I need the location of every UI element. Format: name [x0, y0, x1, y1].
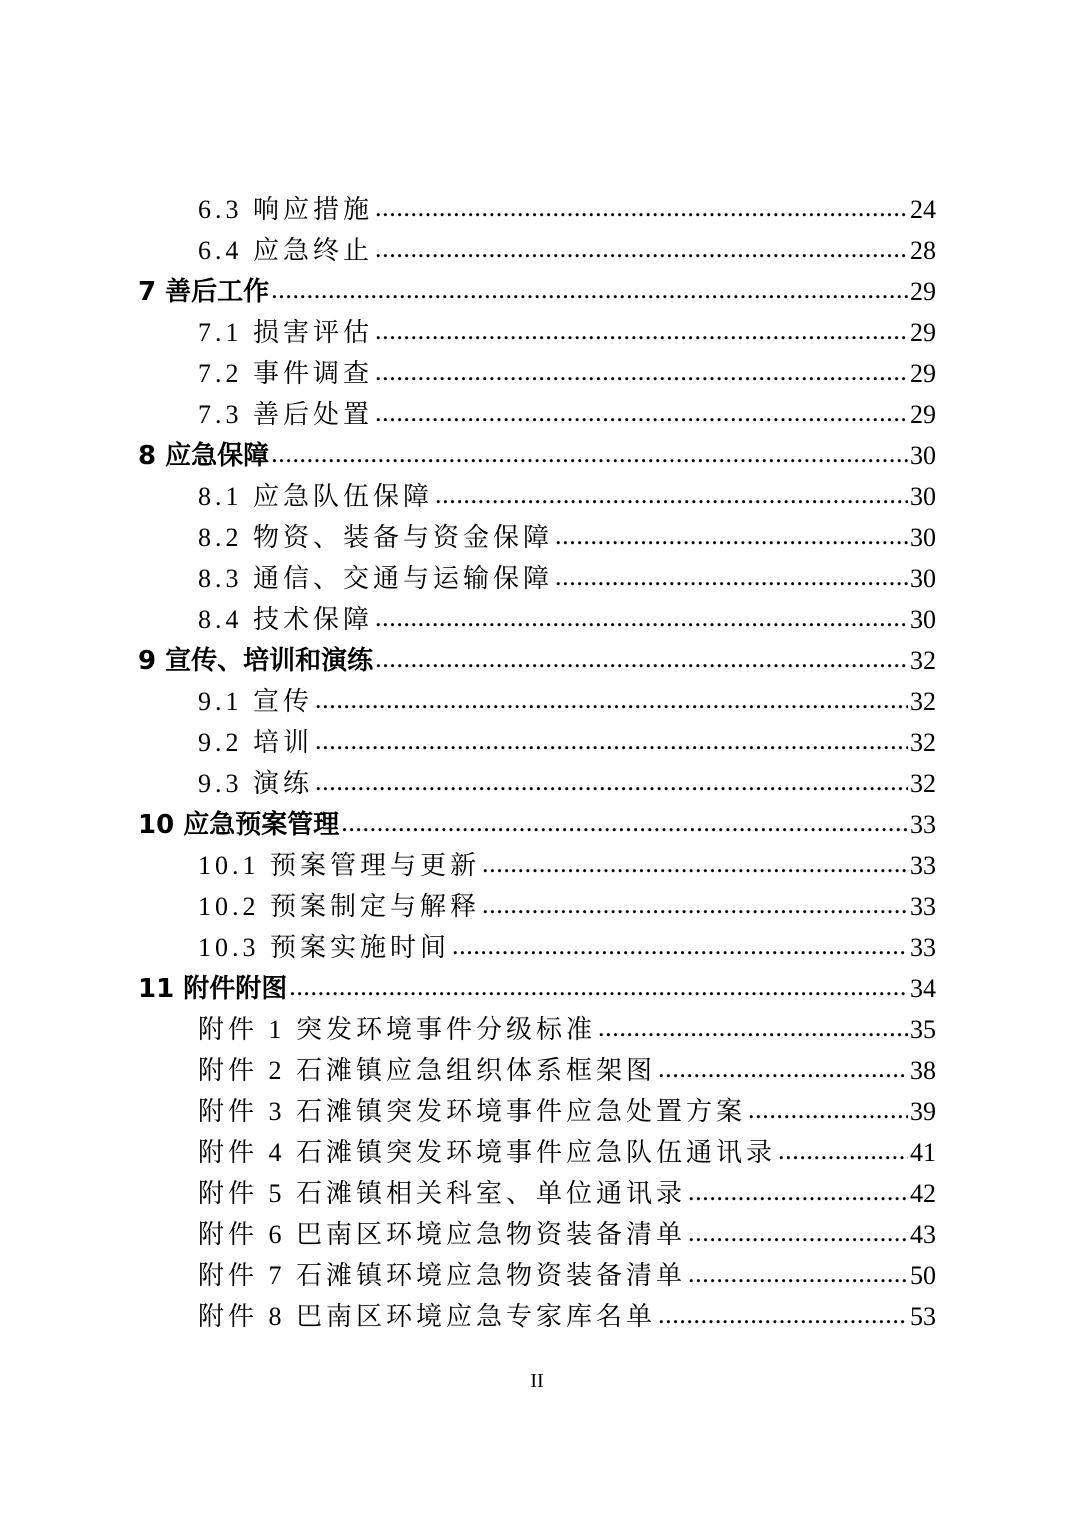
page-number: II — [530, 1370, 544, 1392]
toc-entry-page: 53 — [910, 1302, 936, 1331]
toc-entry-8-2[interactable] — [138, 517, 936, 558]
toc-entry-9-3[interactable] — [138, 763, 936, 804]
toc-entry-page: 32 — [910, 646, 936, 675]
toc-entry-attachment-6[interactable] — [138, 1214, 936, 1255]
dot-leader — [598, 1007, 908, 1048]
dot-leader — [688, 1212, 908, 1253]
toc-entry-8-1[interactable] — [138, 476, 936, 517]
toc-entry-page: 33 — [910, 810, 936, 839]
toc-entry-page: 38 — [910, 1056, 936, 1085]
toc-entry-page: 43 — [910, 1220, 936, 1249]
toc-entry-attachment-3[interactable] — [138, 1091, 936, 1132]
toc-entry-7-1[interactable] — [138, 312, 936, 353]
toc-entry-page: 29 — [910, 318, 936, 347]
dot-leader — [315, 720, 908, 761]
toc-entry-page: 41 — [910, 1138, 936, 1167]
toc-entry-page: 33 — [910, 851, 936, 880]
dot-leader — [315, 679, 908, 720]
toc-entry-page: 34 — [910, 974, 936, 1003]
dot-leader — [778, 1130, 908, 1171]
dot-leader — [688, 1253, 908, 1294]
toc-entry-label: 9.3 演练 — [198, 769, 314, 798]
dot-leader — [375, 351, 908, 392]
toc-entry-page: 33 — [910, 933, 936, 962]
table-of-contents — [138, 189, 936, 1337]
toc-entry-page: 30 — [910, 605, 936, 634]
toc-entry-label: 附件 3 石滩镇突发环境事件应急处置方案 — [198, 1097, 747, 1126]
toc-entry-label: 7.2 事件调查 — [198, 359, 374, 388]
dot-leader — [482, 843, 908, 884]
dot-leader — [452, 925, 908, 966]
dot-leader — [375, 597, 908, 638]
toc-entry-label: 附件 5 石滩镇相关科室、单位通讯录 — [198, 1179, 687, 1208]
toc-entry-label: 10.1 预案管理与更新 — [198, 851, 481, 880]
toc-entry-9[interactable] — [138, 640, 936, 681]
dot-leader — [482, 884, 908, 925]
dot-leader — [375, 228, 908, 269]
toc-entry-label: 8.1 应急队伍保障 — [198, 482, 434, 511]
toc-entry-attachment-8[interactable] — [138, 1296, 936, 1337]
dot-leader — [289, 966, 908, 1007]
toc-entry-page: 30 — [910, 441, 936, 470]
toc-entry-label: 附件 2 石滩镇应急组织体系框架图 — [198, 1056, 657, 1085]
toc-entry-10[interactable] — [138, 804, 936, 845]
toc-entry-page: 30 — [910, 564, 936, 593]
dot-leader — [375, 392, 908, 433]
toc-entry-label: 附件 8 巴南区环境应急专家库名单 — [198, 1302, 657, 1331]
toc-entry-label: 附件 6 巴南区环境应急物资装备清单 — [198, 1220, 687, 1249]
dot-leader — [555, 515, 908, 556]
toc-entry-8-3[interactable] — [138, 558, 936, 599]
toc-entry-page: 32 — [910, 769, 936, 798]
toc-entry-page: 28 — [910, 236, 936, 265]
dot-leader — [658, 1294, 908, 1335]
toc-entry-10-2[interactable] — [138, 886, 936, 927]
toc-entry-page: 33 — [910, 892, 936, 921]
toc-entry-attachment-1[interactable] — [138, 1009, 936, 1050]
toc-entry-label: 9.2 培训 — [198, 728, 314, 757]
dot-leader — [315, 761, 908, 802]
toc-entry-page: 29 — [910, 359, 936, 388]
toc-entry-10-1[interactable] — [138, 845, 936, 886]
toc-entry-label: 8.4 技术保障 — [198, 605, 374, 634]
dot-leader — [435, 474, 908, 515]
toc-entry-6-3[interactable] — [138, 189, 936, 230]
toc-entry-7[interactable] — [138, 271, 936, 312]
dot-leader — [375, 187, 908, 228]
toc-entry-label: 10.2 预案制定与解释 — [198, 892, 481, 921]
dot-leader — [375, 310, 908, 351]
dot-leader — [688, 1171, 908, 1212]
toc-entry-page: 42 — [910, 1179, 936, 1208]
toc-entry-page: 30 — [910, 523, 936, 552]
toc-entry-9-2[interactable] — [138, 722, 936, 763]
toc-entry-label: 11 附件附图 — [138, 974, 288, 1004]
dot-leader — [658, 1048, 908, 1089]
dot-leader — [271, 269, 908, 310]
toc-entry-label: 附件 1 突发环境事件分级标准 — [198, 1015, 597, 1044]
toc-entry-11[interactable] — [138, 968, 936, 1009]
toc-entry-page: 29 — [910, 277, 936, 306]
toc-entry-label: 9 宣传、培训和演练 — [138, 646, 374, 676]
toc-entry-page: 30 — [910, 482, 936, 511]
toc-entry-7-3[interactable] — [138, 394, 936, 435]
dot-leader — [748, 1089, 908, 1130]
toc-entry-attachment-5[interactable] — [138, 1173, 936, 1214]
toc-entry-page: 29 — [910, 400, 936, 429]
dot-leader — [341, 802, 908, 843]
toc-entry-label: 10 应急预案管理 — [138, 810, 340, 840]
dot-leader — [271, 433, 908, 474]
toc-entry-label: 8.3 通信、交通与运输保障 — [198, 564, 554, 593]
toc-entry-label: 8.2 物资、装备与资金保障 — [198, 523, 554, 552]
toc-entry-page: 35 — [910, 1015, 936, 1044]
toc-entry-label: 8 应急保障 — [138, 441, 270, 471]
toc-entry-9-1[interactable] — [138, 681, 936, 722]
toc-entry-label: 附件 4 石滩镇突发环境事件应急队伍通讯录 — [198, 1138, 777, 1167]
toc-entry-label: 10.3 预案实施时间 — [198, 933, 451, 962]
toc-entry-page: 32 — [910, 728, 936, 757]
toc-entry-label: 7.3 善后处置 — [198, 400, 374, 429]
toc-entry-page: 39 — [910, 1097, 936, 1126]
toc-entry-label: 6.4 应急终止 — [198, 236, 374, 265]
toc-entry-label: 7.1 损害评估 — [198, 318, 374, 347]
toc-entry-8-4[interactable] — [138, 599, 936, 640]
toc-entry-attachment-4[interactable] — [138, 1132, 936, 1173]
toc-entry-label: 9.1 宣传 — [198, 687, 314, 716]
toc-entry-label: 7 善后工作 — [138, 277, 270, 307]
toc-entry-6-4[interactable] — [138, 230, 936, 271]
toc-entry-attachment-7[interactable] — [138, 1255, 936, 1296]
toc-entry-8[interactable] — [138, 435, 936, 476]
toc-entry-10-3[interactable] — [138, 927, 936, 968]
toc-entry-page: 24 — [910, 195, 936, 224]
toc-entry-page: 50 — [910, 1261, 936, 1290]
toc-entry-label: 6.3 响应措施 — [198, 195, 374, 224]
toc-entry-page: 32 — [910, 687, 936, 716]
toc-entry-attachment-2[interactable] — [138, 1050, 936, 1091]
dot-leader — [375, 638, 908, 679]
dot-leader — [555, 556, 908, 597]
toc-entry-7-2[interactable] — [138, 353, 936, 394]
toc-entry-label: 附件 7 石滩镇环境应急物资装备清单 — [198, 1261, 687, 1290]
